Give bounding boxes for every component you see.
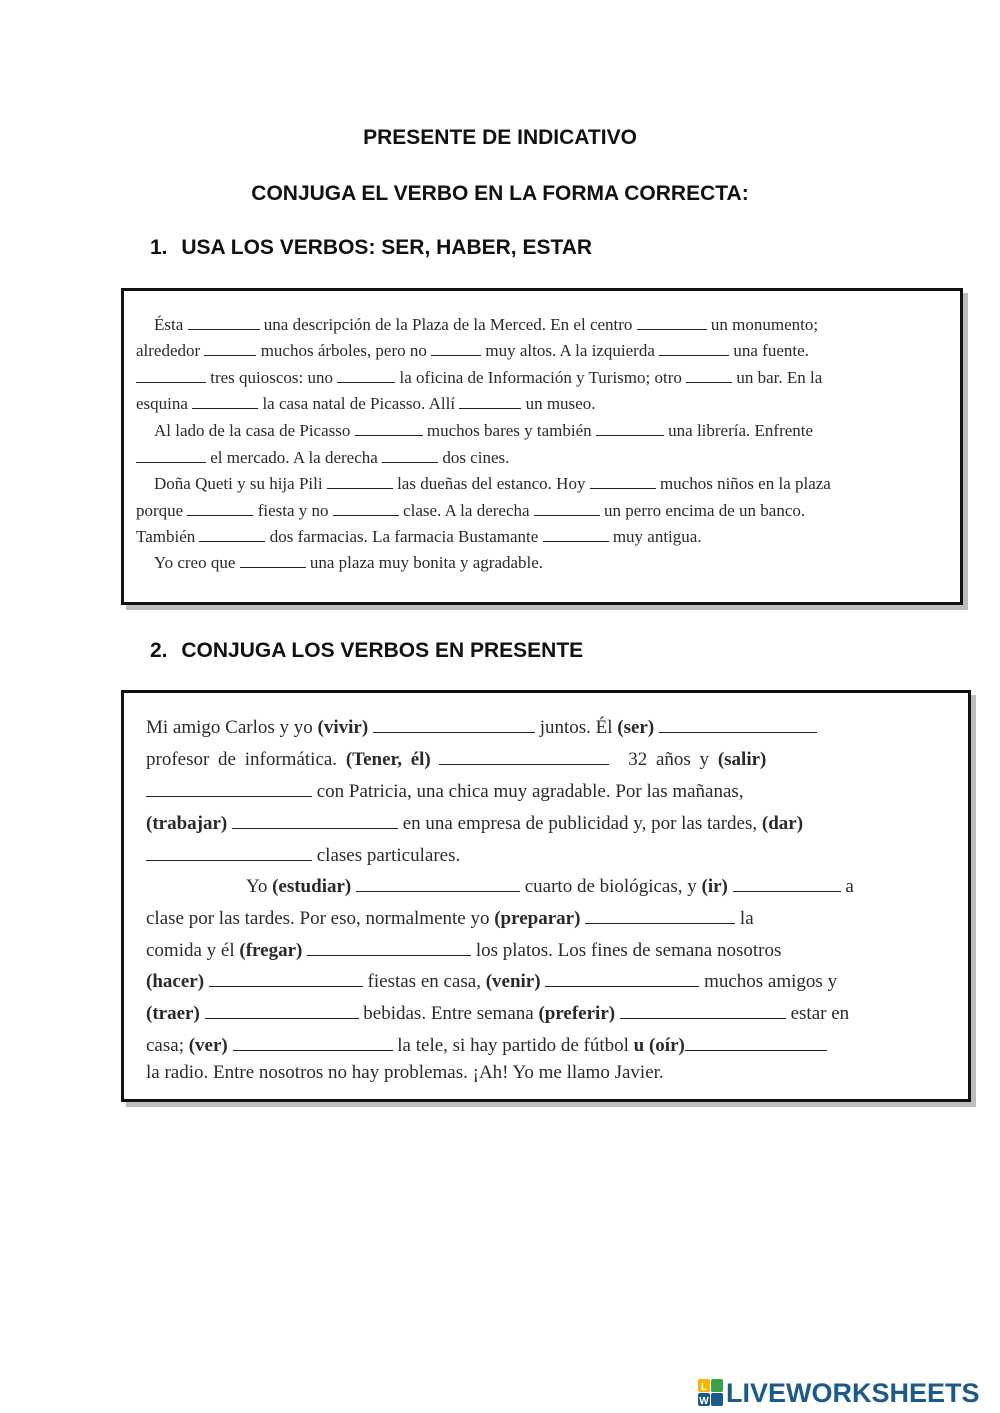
- answer-blank[interactable]: [337, 365, 395, 383]
- ex1-line-6: [136, 445, 509, 468]
- ex1-line-9: [136, 524, 702, 547]
- ex1-line-1: [154, 312, 818, 335]
- section-1-number: 1.: [150, 236, 168, 259]
- ex1-line-8: [136, 498, 805, 521]
- section-1-title: USA LOS VERBOS: SER, HABER, ESTAR: [181, 236, 593, 259]
- text: en una empresa de publicidad y, por las tardes,: [402, 813, 758, 834]
- text: una fuente.: [733, 341, 809, 360]
- answer-blank[interactable]: [146, 777, 312, 797]
- text: cuarto de biológicas, y: [524, 876, 697, 897]
- verb: (Tener, él): [345, 749, 431, 770]
- text: un bar. En la: [736, 368, 823, 387]
- answer-blank[interactable]: [209, 967, 363, 987]
- answer-blank[interactable]: [637, 312, 707, 330]
- answer-blank[interactable]: [205, 999, 359, 1019]
- text: los platos. Los fines de semana nosotros: [475, 940, 782, 961]
- ex2-line-12: [146, 1062, 664, 1084]
- text: una librería. Enfrente: [668, 421, 814, 440]
- answer-blank[interactable]: [355, 418, 423, 436]
- text: muchos árboles, pero no: [260, 341, 427, 360]
- text: juntos. Él: [539, 717, 613, 738]
- text: muchos bares y también: [426, 421, 592, 440]
- verb: (estudiar): [272, 876, 352, 897]
- ex2-line-1: [146, 713, 817, 739]
- ex1-line-4: [136, 391, 595, 414]
- logo-letter-w: W: [699, 1396, 709, 1407]
- text: dos cines.: [442, 448, 510, 467]
- answer-blank[interactable]: [192, 391, 258, 409]
- ex1-line-7: [154, 471, 831, 494]
- ex2-line-10: [146, 999, 849, 1025]
- verb: u (oír): [633, 1035, 685, 1056]
- page-title: PRESENTE DE INDICATIVO: [363, 126, 637, 149]
- answer-blank[interactable]: [136, 365, 206, 383]
- answer-blank[interactable]: [356, 872, 520, 892]
- text: fiesta y no: [257, 501, 329, 520]
- text: clase. A la derecha: [403, 501, 530, 520]
- text: Yo: [246, 876, 268, 897]
- section-2-number: 2.: [150, 639, 168, 662]
- ex2-line-4: [146, 809, 803, 835]
- verb: (ir): [701, 876, 728, 897]
- answer-blank[interactable]: [596, 418, 664, 436]
- answer-blank[interactable]: [382, 445, 438, 463]
- text: casa;: [146, 1035, 184, 1056]
- answer-blank[interactable]: [327, 471, 393, 489]
- text: dos farmacias. La farmacia Bustamante: [269, 527, 539, 546]
- ex2-line-7: [146, 904, 754, 930]
- text: Yo creo que: [154, 553, 236, 572]
- answer-blank[interactable]: [204, 338, 256, 356]
- exercise-1-box: [121, 288, 963, 605]
- answer-blank[interactable]: [620, 999, 786, 1019]
- ex2-line-5: [146, 841, 460, 867]
- text: las dueñas del estanco. Hoy: [397, 474, 586, 493]
- text: muchos amigos y: [704, 971, 838, 992]
- answer-blank[interactable]: [188, 312, 260, 330]
- text: la casa natal de Picasso. Allí: [262, 394, 456, 413]
- text: un monumento;: [710, 315, 819, 334]
- answer-blank[interactable]: [459, 391, 521, 409]
- text: tres quioscos: uno: [210, 368, 334, 387]
- text: Ésta: [154, 315, 184, 334]
- text: la radio. Entre nosotros no hay problemas. ¡Ah! Yo me llamo Javier.: [146, 1062, 664, 1083]
- ex1-line-3: [136, 365, 822, 388]
- section-1-heading: [150, 236, 592, 260]
- ex2-line-6: [246, 872, 854, 898]
- text: un museo.: [525, 394, 596, 413]
- verb: (vivir): [317, 717, 369, 738]
- instruction: CONJUGA EL VERBO EN LA FORMA CORRECTA:: [251, 182, 749, 205]
- liveworksheets-logo[interactable]: [698, 1377, 980, 1409]
- text: comida y él: [146, 940, 235, 961]
- text: el mercado. A la derecha: [210, 448, 378, 467]
- ex2-line-9: [146, 967, 837, 993]
- section-2-heading: [150, 639, 583, 663]
- text: Al lado de la casa de Picasso: [154, 421, 351, 440]
- text: profesor de informática.: [146, 749, 338, 770]
- answer-blank[interactable]: [307, 936, 471, 956]
- text: alrededor: [136, 341, 201, 360]
- ex2-line-11: [146, 1031, 827, 1057]
- answer-blank[interactable]: [233, 1031, 393, 1051]
- answer-blank[interactable]: [136, 445, 206, 463]
- ex1-line-5: [154, 418, 813, 441]
- verb: (fregar): [239, 940, 303, 961]
- text: la oficina de Información y Turismo; otro: [399, 368, 682, 387]
- text: clase por las tardes. Por eso, normalmente yo: [146, 908, 490, 929]
- text: muy altos. A la izquierda: [485, 341, 655, 360]
- answer-blank[interactable]: [240, 550, 306, 568]
- logo-letter-l: L: [700, 1382, 708, 1393]
- text: clases particulares.: [316, 845, 461, 866]
- text: También: [136, 527, 196, 546]
- text: a: [845, 876, 854, 897]
- verb: (traer): [146, 1003, 200, 1024]
- text: estar en: [790, 1003, 850, 1024]
- text: porque: [136, 501, 184, 520]
- answer-blank[interactable]: [232, 809, 398, 829]
- text: fiestas en casa,: [367, 971, 481, 992]
- liveworksheets-logo-icon: [698, 1379, 724, 1407]
- ex1-line-10: [154, 550, 543, 573]
- verb: (ser): [617, 717, 655, 738]
- answer-blank[interactable]: [373, 713, 535, 733]
- answer-blank[interactable]: [585, 904, 735, 924]
- answer-blank[interactable]: [543, 524, 609, 542]
- answer-blank[interactable]: [199, 524, 265, 542]
- section-2-title: CONJUGA LOS VERBOS EN PRESENTE: [181, 639, 584, 662]
- text: una descripción de la Plaza de la Merced. En el centro: [263, 315, 633, 334]
- answer-blank[interactable]: [187, 498, 253, 516]
- verb: (ver): [188, 1035, 228, 1056]
- text: Doña Queti y su hija Pili: [154, 474, 323, 493]
- verb: (salir): [717, 749, 767, 770]
- exercise-2-box: [121, 690, 971, 1102]
- ex1-line-2: [136, 338, 809, 361]
- verb: (venir): [485, 971, 541, 992]
- text: 32 años y: [628, 749, 710, 770]
- text: muchos niños en la plaza: [659, 474, 831, 493]
- answer-blank[interactable]: [733, 872, 841, 892]
- answer-blank[interactable]: [545, 967, 699, 987]
- text: con Patricia, una chica muy agradable. Por las mañanas,: [316, 781, 744, 802]
- answer-blank[interactable]: [686, 365, 732, 383]
- verb: (trabajar): [146, 813, 228, 834]
- answer-blank[interactable]: [659, 338, 729, 356]
- answer-blank[interactable]: [431, 338, 481, 356]
- text: bebidas. Entre semana: [363, 1003, 534, 1024]
- text: la tele, si hay partido de fútbol: [397, 1035, 629, 1056]
- text: una plaza muy bonita y agradable.: [309, 553, 544, 572]
- answer-blank[interactable]: [685, 1031, 827, 1051]
- text: muy antigua.: [612, 527, 702, 546]
- answer-blank[interactable]: [534, 498, 600, 516]
- answer-blank[interactable]: [439, 745, 609, 765]
- text: Mi amigo Carlos y yo: [146, 717, 313, 738]
- liveworksheets-brand: LIVEWORKSHEETS: [726, 1377, 980, 1408]
- answer-blank[interactable]: [146, 841, 312, 861]
- verb: (dar): [761, 813, 804, 834]
- answer-blank[interactable]: [333, 498, 399, 516]
- ex2-line-3: [146, 777, 744, 803]
- verb: (preferir): [538, 1003, 616, 1024]
- text: la: [739, 908, 754, 929]
- text: un perro encima de un banco.: [604, 501, 806, 520]
- ex2-line-2: [146, 745, 766, 771]
- text: esquina: [136, 394, 188, 413]
- verb: (hacer): [146, 971, 205, 992]
- verb: (preparar): [494, 908, 581, 929]
- answer-blank[interactable]: [659, 713, 817, 733]
- answer-blank[interactable]: [590, 471, 656, 489]
- ex2-line-8: [146, 936, 781, 962]
